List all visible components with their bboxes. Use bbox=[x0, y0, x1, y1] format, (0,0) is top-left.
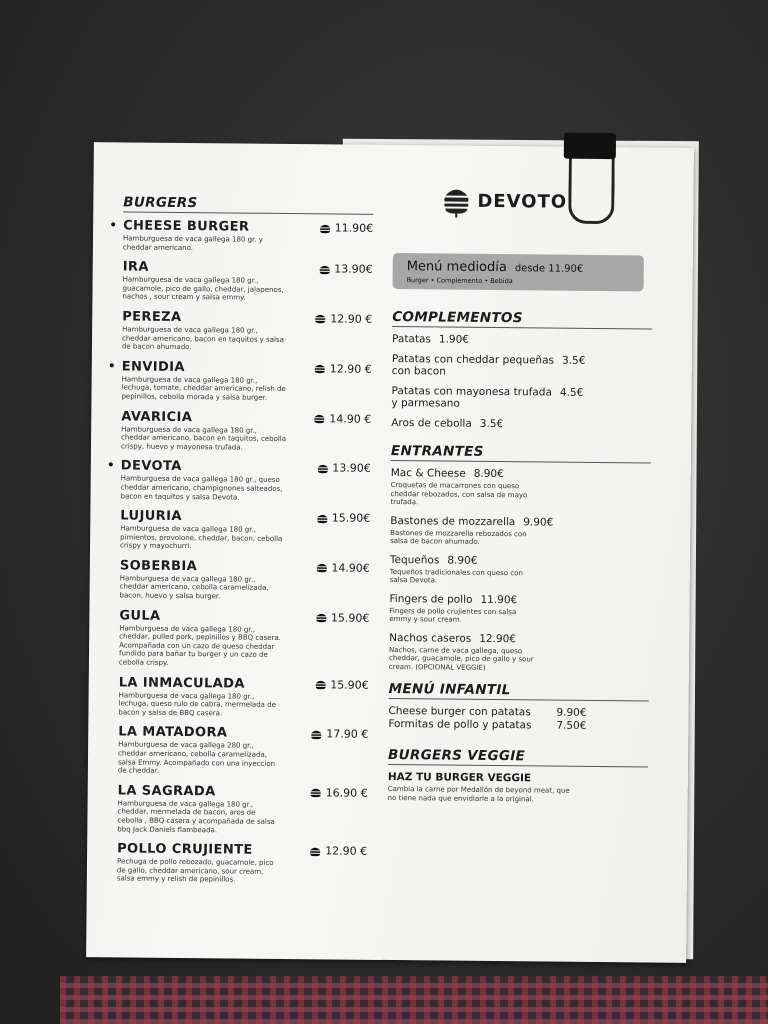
burger-icon bbox=[309, 846, 321, 856]
complemento-name: Patatas bbox=[391, 333, 431, 346]
entrante-item bbox=[390, 553, 650, 586]
infantil-list bbox=[388, 705, 648, 733]
burger-icon bbox=[319, 223, 331, 233]
burger-description: Hamburguesa de vaca gallega 180 gr., queso cheddar americano, champignones salteados, bacon en taquitos y salsa Devota. bbox=[120, 474, 283, 502]
burger-list bbox=[117, 218, 373, 885]
burger-row bbox=[122, 359, 372, 376]
burger-price: 15.90€ bbox=[330, 611, 370, 625]
burger-price: 12.90 € bbox=[329, 362, 372, 376]
bullet-mark bbox=[109, 463, 113, 467]
bullet-mark bbox=[111, 222, 115, 226]
infantil-price: 7.50€ bbox=[556, 719, 587, 732]
complemento-name-line2: y parmesano bbox=[391, 397, 460, 410]
entrante-name: Fingers de pollo bbox=[389, 592, 473, 606]
burger-name: LA SAGRADA bbox=[117, 783, 216, 800]
burger-description: Hamburguesa de vaca gallega 180 gr., pimientos, provolone, cheddar, bacon, cebolla crispy y mayochurri. bbox=[120, 524, 283, 551]
burger-row bbox=[117, 842, 367, 859]
burger-icon bbox=[310, 729, 322, 739]
entrante-name: Nachos caseros bbox=[389, 631, 472, 645]
burger-description: Hamburguesa de vaca gallega 180 gr., cheddar, pulled pork, pepinillos y BBQ casera. Acompañada con un cazo de queso cheddar fundido para bañar tu burger y un cazo de cebolla crispy. bbox=[118, 624, 281, 667]
burger-price-wrap bbox=[314, 312, 372, 326]
right-column bbox=[388, 183, 654, 805]
complementos-heading: COMPLEMENTOS bbox=[392, 309, 652, 329]
brand-logo bbox=[441, 183, 653, 219]
burger-name: LUJURIA bbox=[120, 508, 182, 525]
burger-item bbox=[122, 309, 372, 353]
burger-item bbox=[121, 409, 371, 453]
burger-name: DEVOTA bbox=[120, 458, 182, 475]
burger-row bbox=[119, 608, 369, 625]
burger-name: LA INMACULADA bbox=[118, 675, 245, 692]
burger-item bbox=[119, 608, 370, 669]
complemento-item bbox=[391, 385, 651, 411]
complemento-price: 3.5€ bbox=[479, 417, 504, 431]
burger-row bbox=[121, 409, 371, 426]
burger-icon bbox=[318, 264, 330, 274]
entrante-price: 11.90€ bbox=[480, 593, 518, 606]
burger-icon bbox=[314, 364, 326, 374]
burger-name: IRA bbox=[122, 259, 149, 275]
burger-description: Hamburguesa de vaca gallega 180 gr., lechuga, queso rulo de cabra, mermelada de bacon y salsa de BBQ casera. bbox=[118, 691, 276, 718]
entrante-item bbox=[390, 467, 650, 509]
burger-logo-icon bbox=[441, 183, 471, 217]
burger-name: ENVIDIA bbox=[121, 359, 185, 375]
burger-price-wrap bbox=[316, 511, 371, 525]
burger-price: 11.90€ bbox=[334, 221, 374, 235]
burger-item bbox=[121, 359, 371, 403]
complemento-price: 1.90€ bbox=[438, 333, 470, 346]
brand-name: DEVOTO bbox=[477, 190, 568, 213]
complemento-name: Patatas con cheddar pequeñas bbox=[391, 353, 555, 367]
burger-item bbox=[123, 218, 373, 254]
burger-price: 15.90€ bbox=[330, 678, 369, 692]
burger-name: PEREZA bbox=[122, 309, 182, 325]
complemento-name-line2: con bacon bbox=[391, 365, 446, 378]
burger-row bbox=[120, 558, 370, 575]
lunch-title: Menú mediodía bbox=[406, 259, 507, 276]
burger-price: 12.90 € bbox=[330, 312, 373, 326]
entrante-description: Fingers de pollo crujientes con salsa emmy y sour cream. bbox=[389, 606, 517, 624]
tablecloth bbox=[60, 976, 768, 1024]
complemento-name: Patatas con mayonesa trufada bbox=[391, 385, 552, 399]
menu-sheet bbox=[86, 142, 694, 963]
lunch-menu-box bbox=[393, 253, 644, 291]
entrantes-heading: ENTRANTES bbox=[391, 443, 651, 463]
burger-price-wrap bbox=[315, 561, 370, 575]
veggie-title: HAZ TU BURGER VEGGIE bbox=[387, 770, 532, 785]
entrante-name: Tequeños bbox=[389, 553, 440, 566]
burger-icon bbox=[310, 788, 322, 798]
complemento-name: Aros de cebolla bbox=[391, 417, 472, 430]
infantil-heading: MENÚ INFANTIL bbox=[389, 681, 649, 701]
burger-price-wrap bbox=[318, 262, 373, 276]
burger-row bbox=[121, 459, 371, 476]
burger-description: Hamburguesa de vaca gallega 280 gr., cheddar americano, cebolla caramelizada, salsa Emmy. Acompañado con una inyeccion de cheddar. bbox=[117, 740, 276, 775]
burger-price-wrap bbox=[309, 844, 367, 858]
burger-price: 13.90€ bbox=[332, 461, 371, 476]
burger-name: CHEESE BURGER bbox=[123, 218, 250, 235]
burger-price-wrap bbox=[314, 678, 369, 692]
entrante-name: Bastones de mozzarella bbox=[390, 514, 516, 528]
burger-icon bbox=[313, 413, 325, 423]
burger-row bbox=[118, 725, 368, 742]
burger-price-wrap bbox=[313, 412, 371, 426]
burger-name: SOBERBIA bbox=[119, 558, 198, 575]
entrante-description: Tequeños tradicionales con queso con salsa Devota. bbox=[389, 567, 523, 585]
burger-description: Hamburguesa de vaca gallega 180 gr., cheddar americano, cebolla caramelizada, bacon, huevo y salsa burger. bbox=[119, 574, 269, 601]
entrante-price: 9.90€ bbox=[523, 515, 554, 529]
veggie-heading: BURGERS VEGGIE bbox=[388, 747, 648, 767]
entrante-item bbox=[389, 631, 649, 673]
lunch-from-price: desde 11.90€ bbox=[514, 263, 584, 275]
complemento-price: 4.5€ bbox=[559, 386, 584, 399]
burger-row bbox=[119, 675, 369, 692]
burger-row bbox=[122, 309, 372, 326]
entrante-price: 8.90€ bbox=[447, 554, 478, 567]
burger-row bbox=[123, 260, 373, 277]
entrantes-list bbox=[389, 467, 651, 673]
burger-price: 15.90€ bbox=[331, 511, 371, 525]
entrante-item bbox=[389, 592, 649, 625]
complemento-item bbox=[392, 353, 652, 379]
complemento-item bbox=[392, 333, 652, 347]
burger-row bbox=[123, 218, 373, 235]
infantil-name: Cheese burger con patatas bbox=[388, 704, 531, 719]
burger-icon bbox=[316, 463, 328, 473]
burger-icon bbox=[314, 314, 326, 324]
burger-icon bbox=[314, 679, 326, 689]
burger-price: 14.90 € bbox=[329, 411, 372, 426]
burger-price: 12.90 € bbox=[325, 844, 368, 858]
complementos-list bbox=[391, 333, 652, 431]
burger-row bbox=[120, 509, 370, 526]
entrante-description: Nachos, carne de vaca gallega, queso cheddar, guacamole, pico de gallo y sour cream. (OPCIONAL VEGGIE) bbox=[388, 645, 534, 672]
burger-description: Hamburguesa de vaca gallega 180 gr., cheddar americano, bacon en taquitos y salsa de bacon ahumado. bbox=[121, 325, 284, 352]
burger-item bbox=[117, 842, 367, 886]
burger-icon bbox=[315, 612, 327, 622]
burger-description: Hamburguesa de vaca gallega 180 gr., cheddar, mermelada de bacon, aros de cebolla , BBQ casera y acompañada de salsa bbq Jack Daniels flambeada. bbox=[117, 799, 275, 834]
burger-description: Hamburguesa de vaca gallega 180 gr. y cheddar americano. bbox=[122, 234, 263, 252]
burger-price: 14.90€ bbox=[331, 561, 370, 575]
veggie-description: Cambia la carne por Medallón de beyond meat, que no tiene nada que envidiarle a la original. bbox=[387, 784, 570, 804]
burger-item bbox=[120, 558, 370, 602]
burger-price: 13.90€ bbox=[334, 262, 373, 277]
entrante-description: Bastones de mozzarella rebozados con salsa de bacon ahumado. bbox=[390, 528, 527, 546]
burgers-column bbox=[117, 194, 374, 893]
burger-icon bbox=[315, 563, 327, 573]
burger-description: Hamburguesa de vaca gallega 180 gr., lechuga, tomate, cheddar americano, relish de pepinillos, cebolla morada y salsa burger. bbox=[121, 375, 286, 402]
lunch-subtitle: Burger • Complemento • Bebida bbox=[406, 276, 513, 286]
burger-item bbox=[120, 509, 370, 553]
entrante-name: Mac & Cheese bbox=[390, 467, 466, 480]
burger-name: GULA bbox=[119, 608, 161, 624]
binder-clip bbox=[564, 133, 616, 159]
infantil-name: Formitas de pollo y patatas bbox=[388, 717, 532, 732]
entrante-description: Croquetas de macarrones con queso cheddar rebozados, con salsa de mayo trufada. bbox=[390, 481, 528, 507]
burger-item bbox=[120, 459, 370, 503]
burger-name: AVARICIA bbox=[121, 408, 193, 425]
entrante-item bbox=[390, 515, 650, 548]
bullet-mark bbox=[110, 363, 114, 367]
burger-description: Hamburguesa de vaca gallega 180 gr., cheddar americano, bacon en taquitos, cebolla crispy, huevo y mayonesa trufada. bbox=[120, 424, 287, 452]
burger-price-wrap bbox=[310, 728, 368, 742]
entrante-price: 12.90€ bbox=[479, 632, 517, 645]
burger-price: 17.90 € bbox=[326, 727, 369, 742]
entrante-price: 8.90€ bbox=[473, 467, 504, 481]
burger-price-wrap bbox=[310, 786, 368, 800]
complemento-price: 3.5€ bbox=[561, 354, 586, 367]
burger-price-wrap bbox=[315, 611, 370, 625]
complemento-item bbox=[391, 417, 651, 431]
burger-description: Hamburguesa de vaca gallega 180 gr., guacamole, pico de gallo, cheddar, jalapenos, nachos , sour cream y salsa emmy. bbox=[122, 275, 284, 302]
burger-name: LA MATADORA bbox=[118, 724, 228, 741]
burger-item bbox=[122, 260, 372, 304]
burger-name: POLLO CRUJIENTE bbox=[117, 841, 253, 858]
burger-price-wrap bbox=[316, 462, 371, 476]
burger-price-wrap bbox=[319, 221, 374, 235]
burgers-heading: BURGERS bbox=[123, 194, 373, 214]
burger-price: 16.90 € bbox=[325, 786, 368, 800]
burger-item bbox=[117, 783, 367, 836]
burger-description: Pechuga de pollo rebozado, guacamole, pico de gallo, cheddar americano, sour cream, salsa emmy y relish de pepinillos. bbox=[116, 857, 274, 884]
burger-item bbox=[118, 675, 368, 719]
burger-icon bbox=[316, 513, 328, 523]
burger-row bbox=[118, 783, 368, 800]
burger-item bbox=[118, 725, 368, 778]
burger-price-wrap bbox=[314, 362, 372, 376]
infantil-price: 9.90€ bbox=[556, 706, 587, 719]
